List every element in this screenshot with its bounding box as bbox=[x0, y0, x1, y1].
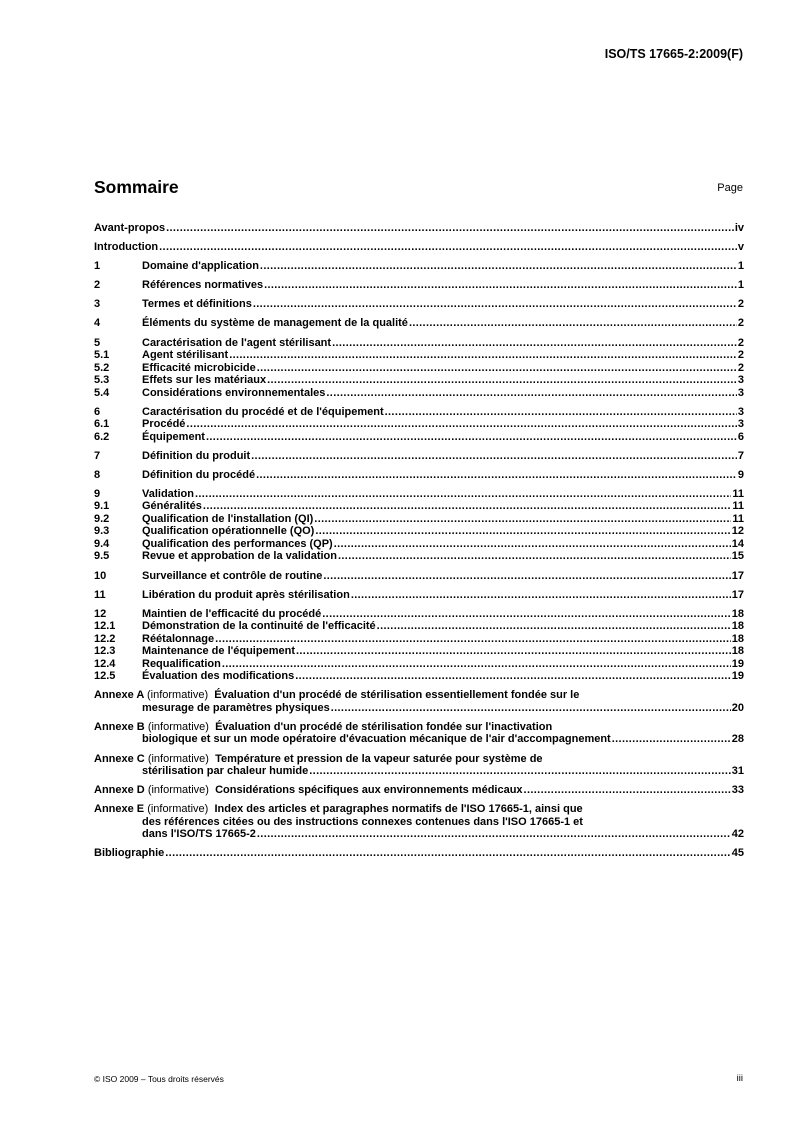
page-column-label: Page bbox=[717, 182, 743, 194]
page-ref: 33 bbox=[731, 784, 744, 797]
section-title: Agent stérilisant bbox=[142, 349, 229, 362]
toc-group bbox=[94, 298, 744, 311]
page-ref: 3 bbox=[737, 405, 744, 418]
section-number: 6 bbox=[94, 405, 101, 418]
toc-group bbox=[94, 570, 744, 583]
copyright-notice: © ISO 2009 – Tous droits réservés bbox=[94, 1074, 224, 1084]
dot-leader bbox=[165, 847, 730, 860]
annex-last-line bbox=[94, 733, 744, 746]
toc-entry[interactable] bbox=[94, 500, 744, 513]
dot-leader bbox=[215, 633, 731, 646]
section-number: 9.3 bbox=[94, 525, 110, 538]
section-title: Maintenance de l'équipement bbox=[142, 645, 295, 658]
section-number: 3 bbox=[94, 298, 101, 311]
section-title: Revue et approbation de la validation bbox=[142, 550, 337, 563]
annex-entry[interactable] bbox=[94, 689, 744, 714]
page-ref: v bbox=[737, 241, 744, 254]
dot-leader bbox=[253, 298, 737, 311]
page-ref: 6 bbox=[737, 430, 744, 443]
section-number: 12.2 bbox=[94, 632, 116, 645]
dot-leader bbox=[251, 450, 737, 463]
toc-entry[interactable] bbox=[94, 406, 744, 419]
dot-leader bbox=[322, 608, 730, 621]
toc-entry[interactable] bbox=[94, 241, 744, 254]
annex-prefix: Annexe A bbox=[94, 689, 144, 702]
toc-entry[interactable] bbox=[94, 847, 744, 860]
page-ref: 20 bbox=[731, 701, 744, 714]
toc-entry[interactable] bbox=[94, 608, 744, 621]
toc-entry[interactable] bbox=[94, 538, 744, 551]
page-ref: 9 bbox=[737, 468, 744, 481]
annex-last-line bbox=[94, 765, 744, 778]
dot-leader bbox=[332, 337, 737, 350]
dot-leader bbox=[195, 488, 731, 501]
dot-leader bbox=[166, 222, 734, 235]
page-title: Sommaire bbox=[94, 177, 179, 197]
section-number: 7 bbox=[94, 449, 101, 462]
dot-leader bbox=[264, 279, 737, 292]
section-title: Équipement bbox=[142, 430, 205, 443]
dot-leader bbox=[612, 733, 731, 746]
annex-entry[interactable] bbox=[94, 803, 744, 841]
dot-leader bbox=[314, 513, 731, 526]
dot-leader bbox=[323, 570, 730, 583]
dot-leader bbox=[203, 500, 731, 513]
bibliography-group bbox=[94, 847, 744, 860]
toc-group bbox=[94, 279, 744, 292]
dot-leader bbox=[206, 431, 737, 444]
dot-leader bbox=[267, 374, 737, 387]
section-title: Démonstration de la continuité de l'efficacité bbox=[142, 620, 376, 633]
annex-prefix: Annexe D bbox=[94, 784, 145, 797]
page-ref: 1 bbox=[737, 279, 744, 292]
toc-entry[interactable] bbox=[94, 450, 744, 463]
annex-title-line: des références citées ou des instructions connexes contenues dans l'ISO 17665-1 et bbox=[142, 815, 583, 828]
annex-heading-line bbox=[94, 689, 744, 702]
page-ref: 2 bbox=[737, 298, 744, 311]
toc-group bbox=[94, 241, 744, 254]
section-title: Éléments du système de management de la qualité bbox=[142, 317, 408, 330]
toc-entry[interactable] bbox=[94, 550, 744, 563]
dot-leader bbox=[257, 828, 731, 841]
page-ref: 11 bbox=[732, 487, 744, 500]
section-title: Requalification bbox=[142, 657, 221, 670]
section-title: Caractérisation de l'agent stérilisant bbox=[142, 336, 332, 349]
section-number: 12.3 bbox=[94, 645, 116, 658]
toc-entry[interactable] bbox=[94, 387, 744, 400]
annex-heading-line bbox=[94, 753, 744, 766]
annex-prefix: Annexe C bbox=[94, 752, 145, 765]
table-of-contents bbox=[94, 222, 744, 866]
toc-group bbox=[94, 317, 744, 330]
toc-entry[interactable] bbox=[94, 589, 744, 602]
page-ref: 11 bbox=[732, 512, 744, 525]
dot-leader bbox=[315, 525, 730, 538]
annex-last-line bbox=[94, 784, 744, 797]
section-title: Maintien de l'efficacité du procédé bbox=[142, 607, 322, 620]
annex-title-line: dans l'ISO/TS 17665-2 bbox=[142, 828, 256, 841]
section-title: Bibliographie bbox=[94, 847, 165, 860]
toc-entry[interactable] bbox=[94, 260, 744, 273]
dot-leader bbox=[326, 387, 736, 400]
dot-leader bbox=[186, 418, 736, 431]
section-title: Qualification des performances (QP) bbox=[142, 537, 333, 550]
page-ref: 18 bbox=[731, 607, 744, 620]
annex-type: (informative) bbox=[147, 784, 209, 797]
page-ref: 17 bbox=[731, 588, 744, 601]
annex-title-line: Considérations spécifiques aux environnements médicaux bbox=[215, 784, 523, 797]
toc-group bbox=[94, 450, 744, 463]
section-number: 5.2 bbox=[94, 361, 110, 374]
section-number: 5.3 bbox=[94, 374, 110, 387]
annex-title-line: Évaluation d'un procédé de stérilisation fondée sur l'inactivation bbox=[215, 720, 553, 733]
annex-entry[interactable] bbox=[94, 721, 744, 746]
toc-entry[interactable] bbox=[94, 670, 744, 683]
document-reference: ISO/TS 17665-2:2009(F) bbox=[604, 47, 743, 61]
page-ref: 1 bbox=[737, 260, 744, 273]
section-title: Caractérisation du procédé et de l'équipement bbox=[142, 405, 384, 418]
dot-leader bbox=[260, 260, 737, 273]
annex-title-line: mesurage de paramètres physiques bbox=[142, 701, 330, 714]
section-title: Procédé bbox=[142, 418, 186, 431]
section-number: 1 bbox=[94, 260, 101, 273]
page-ref: 18 bbox=[731, 645, 744, 658]
toc-entry[interactable] bbox=[94, 418, 744, 431]
page-ref: 12 bbox=[731, 525, 744, 538]
page-ref: 2 bbox=[737, 317, 744, 330]
section-title: Surveillance et contrôle de routine bbox=[142, 569, 323, 582]
page-ref: 28 bbox=[731, 733, 744, 746]
dot-leader bbox=[256, 469, 737, 482]
annex-heading bbox=[94, 784, 523, 797]
section-title: Qualification de l'installation (QI) bbox=[142, 512, 314, 525]
section-number: 12 bbox=[94, 607, 107, 620]
section-title: Efficacité microbicide bbox=[142, 361, 256, 374]
page-ref: 7 bbox=[737, 449, 744, 462]
section-title: Définition du produit bbox=[142, 449, 251, 462]
dot-leader bbox=[331, 702, 731, 715]
section-number: 2 bbox=[94, 279, 101, 292]
page-ref: iv bbox=[734, 222, 744, 234]
page-ref: 19 bbox=[731, 670, 744, 683]
section-number: 5.4 bbox=[94, 386, 110, 399]
toc-entry[interactable] bbox=[94, 513, 744, 526]
page-ref: 18 bbox=[731, 620, 744, 633]
dot-leader bbox=[338, 550, 731, 563]
toc-entry[interactable] bbox=[94, 317, 744, 330]
toc-entry[interactable] bbox=[94, 298, 744, 311]
dot-leader bbox=[351, 589, 731, 602]
dot-leader bbox=[295, 670, 731, 683]
annex-title-line: stérilisation par chaleur humide bbox=[142, 765, 309, 777]
page-ref: 31 bbox=[731, 765, 744, 777]
section-number: 12.1 bbox=[94, 620, 116, 633]
page-ref: 11 bbox=[732, 500, 744, 513]
toc-entry[interactable] bbox=[94, 469, 744, 482]
toc-entry[interactable] bbox=[94, 337, 744, 350]
section-title: Termes et définitions bbox=[142, 298, 252, 311]
section-number: 6.1 bbox=[94, 418, 110, 431]
section-title: Généralités bbox=[142, 500, 202, 513]
toc-entry[interactable] bbox=[94, 620, 744, 633]
toc-entry[interactable] bbox=[94, 362, 744, 375]
toc-entry[interactable] bbox=[94, 570, 744, 583]
page-ref: 19 bbox=[731, 657, 744, 670]
toc-entry[interactable] bbox=[94, 645, 744, 658]
annex-title-line: Index des articles et paragraphes normatifs de l'ISO 17665-1, ainsi que bbox=[214, 803, 583, 816]
dot-leader bbox=[524, 784, 731, 797]
section-number: 6.2 bbox=[94, 430, 110, 443]
section-title: Validation bbox=[142, 487, 194, 500]
toc-entry[interactable] bbox=[94, 658, 744, 671]
toc-entry[interactable] bbox=[94, 374, 744, 387]
section-number: 9.4 bbox=[94, 537, 110, 550]
page-ref: 2 bbox=[737, 336, 744, 349]
section-number: 5 bbox=[94, 336, 101, 349]
section-number: 9.5 bbox=[94, 550, 110, 563]
page-ref: 45 bbox=[731, 847, 744, 860]
toc-group bbox=[94, 406, 744, 444]
section-number: 5.1 bbox=[94, 349, 110, 362]
page-number: iii bbox=[736, 1073, 743, 1084]
annex-type: (informative) bbox=[147, 720, 209, 733]
toc-entry[interactable] bbox=[94, 488, 744, 501]
page-ref: 15 bbox=[731, 550, 744, 563]
dot-leader bbox=[296, 645, 731, 658]
section-title: Domaine d'application bbox=[142, 260, 259, 273]
section-title: Qualification opérationnelle (QO) bbox=[142, 525, 315, 538]
section-title: Effets sur les matériaux bbox=[142, 374, 267, 387]
toc-entry[interactable] bbox=[94, 525, 744, 538]
section-number: 12.4 bbox=[94, 657, 116, 670]
toc-group bbox=[94, 589, 744, 602]
annex-type: (informative) bbox=[146, 689, 209, 702]
section-number: 10 bbox=[94, 569, 107, 582]
annex-title-line: Température et pression de la vapeur saturée pour système de bbox=[215, 752, 543, 765]
section-number: 12.5 bbox=[94, 670, 116, 683]
page-ref: 3 bbox=[737, 418, 744, 431]
section-title: Définition du procédé bbox=[142, 468, 256, 481]
section-title: Libération du produit après stérilisation bbox=[142, 588, 350, 601]
dot-leader bbox=[377, 620, 731, 633]
annex-prefix: Annexe B bbox=[94, 720, 145, 733]
toc-entry[interactable] bbox=[94, 633, 744, 646]
section-number: 9.1 bbox=[94, 500, 110, 513]
toc-entry[interactable] bbox=[94, 349, 744, 362]
section-title: Avant-propos bbox=[94, 222, 166, 234]
annex-type: (informative) bbox=[147, 752, 209, 765]
annex-prefix: Annexe E bbox=[94, 803, 145, 816]
section-number: 8 bbox=[94, 468, 101, 481]
toc-group bbox=[94, 260, 744, 273]
toc-entry[interactable] bbox=[94, 279, 744, 292]
page-ref: 42 bbox=[731, 828, 744, 841]
page-ref: 2 bbox=[737, 349, 744, 362]
section-number: 11 bbox=[94, 588, 106, 601]
toc-group bbox=[94, 608, 744, 683]
toc-group bbox=[94, 469, 744, 482]
dot-leader bbox=[257, 362, 737, 375]
dot-leader bbox=[409, 317, 737, 330]
page-ref: 2 bbox=[737, 361, 744, 374]
toc-group bbox=[94, 222, 744, 235]
annex-entry[interactable] bbox=[94, 784, 744, 797]
page-ref: 18 bbox=[731, 632, 744, 645]
annex-title-line: Évaluation d'un procédé de stérilisation essentiellement fondée sur le bbox=[214, 689, 580, 702]
annex-title-line: biologique et sur un mode opératoire d'évacuation mécanique de l'air d'accompagnement bbox=[142, 733, 611, 746]
page-ref: 17 bbox=[731, 569, 744, 582]
annex-entry[interactable] bbox=[94, 753, 744, 778]
page-ref: 14 bbox=[731, 537, 744, 550]
page-ref: 3 bbox=[737, 374, 744, 387]
section-number: 9.2 bbox=[94, 512, 110, 525]
section-title: Réétalonnage bbox=[142, 632, 215, 645]
section-title: Références normatives bbox=[142, 279, 264, 292]
annex-heading-line bbox=[94, 721, 744, 734]
page-ref: 3 bbox=[737, 386, 744, 399]
annex-last-line bbox=[94, 702, 744, 715]
dot-leader bbox=[222, 658, 731, 671]
section-title: Évaluation des modifications bbox=[142, 670, 295, 683]
dot-leader bbox=[334, 538, 731, 551]
annex-heading-line bbox=[94, 803, 744, 816]
section-title: Considérations environnementales bbox=[142, 386, 326, 399]
dot-leader bbox=[309, 765, 730, 778]
section-number: 4 bbox=[94, 317, 101, 330]
dot-leader bbox=[229, 349, 737, 362]
section-title: Introduction bbox=[94, 241, 159, 254]
annex-last-line bbox=[94, 828, 744, 841]
toc-entry[interactable] bbox=[94, 222, 744, 235]
section-number: 9 bbox=[94, 487, 101, 500]
toc-group bbox=[94, 488, 744, 563]
dot-leader bbox=[159, 241, 737, 254]
annex-type: (informative) bbox=[147, 803, 209, 816]
dot-leader bbox=[385, 406, 737, 419]
toc-group bbox=[94, 337, 744, 400]
toc-entry[interactable] bbox=[94, 431, 744, 444]
